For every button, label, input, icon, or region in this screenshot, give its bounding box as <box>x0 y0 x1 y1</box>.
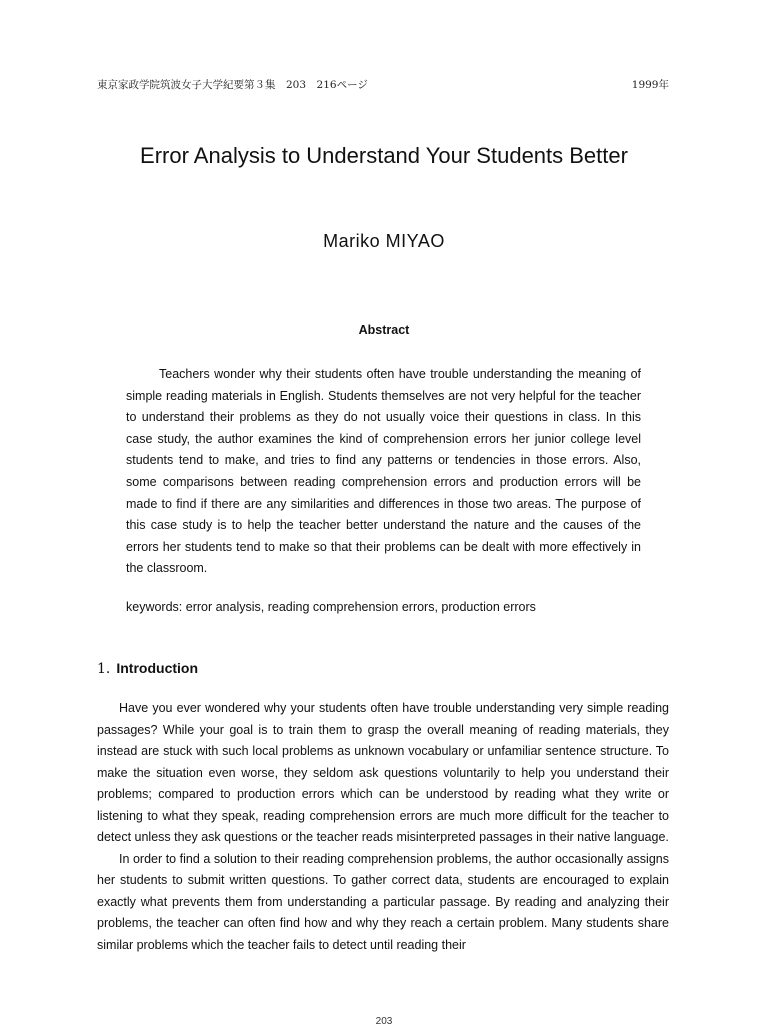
section-number: 1. <box>97 661 111 677</box>
keywords-line: keywords: error analysis, reading comprehension errors, production errors <box>126 600 536 614</box>
body-paragraph: Have you ever wondered why your students often have trouble understanding very simple reading passages? While your goal is to train them to grasp the overall meaning of reading materials, they instead are stuck with such local problems as unknown vocabulary or unfamiliar sentence structure. To make the situation even worse, they seldom ask questions voluntarily to help you understand their problems; compared to production errors which can be understood by reading what they write or listening to what they speak, reading comprehension errors are much more difficult for the teacher to detect unless they ask questions or the teacher reads misinterpreted passages in their native language. <box>97 701 669 844</box>
paper-title: Error Analysis to Understand Your Students Better <box>140 143 628 168</box>
section-title: Introduction <box>116 660 199 676</box>
abstract-heading: Abstract <box>358 323 410 337</box>
introduction-body <box>97 698 669 956</box>
journal-header: 東京家政学院筑波女子大学紀要第３集 203 216ページ <box>97 79 368 91</box>
abstract-text: Teachers wonder why their students often have trouble understanding the meaning of simple reading materials in English. Students themselves are not very helpful for the teacher to understand their problems as they do not usually voice their questions in class. In this case study, the author examines the kind of comprehension errors her junior college level students tend to make, and tries to find any patterns or tendencies in those errors. Also, some comparisons between reading comprehension errors and production errors will be made to find if there are any similarities and differences in those two areas. The purpose of this case study is to help the teacher better understand the nature and the causes of the errors her students tend to make so that their problems can be dealt with more effectively in the classroom. <box>126 367 641 576</box>
paper-author: Mariko MIYAO <box>323 231 445 251</box>
page-number: 203 <box>375 1016 393 1027</box>
body-paragraph: In order to find a solution to their reading comprehension problems, the author occasionally assigns her students to submit written questions. To gather correct data, students are encouraged to explain exactly what prevents them from understanding a particular passage. By reading and analyzing their problems, the teacher can often find how and why they reach a certain problem. Many students share similar problems which the teacher fails to detect until reading their <box>97 851 669 952</box>
section-heading-introduction <box>97 660 198 677</box>
header-year: 1999年 <box>631 79 669 91</box>
